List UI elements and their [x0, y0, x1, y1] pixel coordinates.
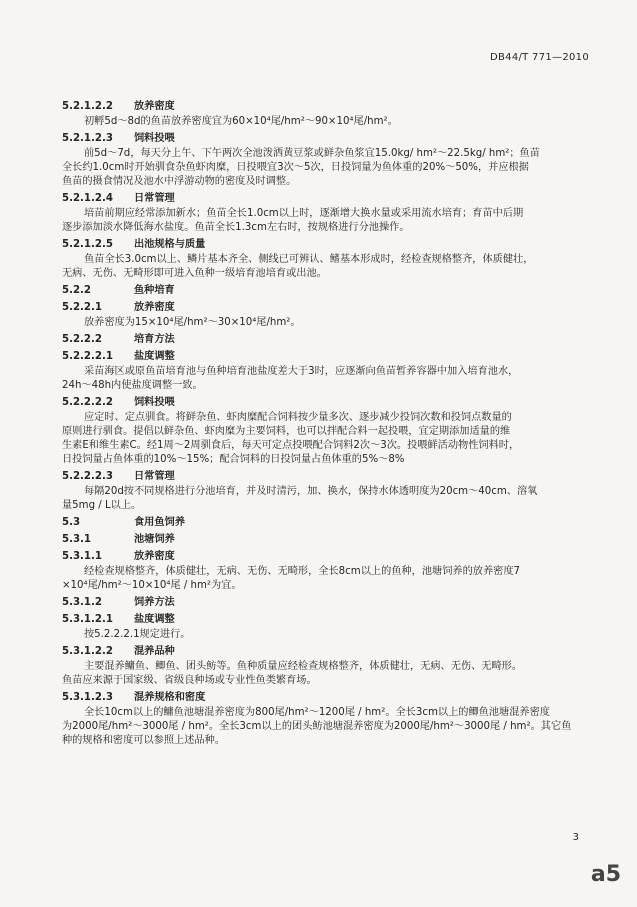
section-title: 饲养方法 [134, 597, 175, 608]
section-heading [62, 100, 584, 113]
section-title: 食用鱼饲养 [134, 517, 185, 528]
paragraph-line: 采苗海区或原鱼苗培育池与鱼种培育池盐度差大于3时，应逐渐向鱼苗暂养容器中加入培育池水， [84, 366, 519, 377]
section-heading [62, 132, 584, 145]
section-number: 5.2.1.2.5 [62, 239, 113, 250]
section-title: 放养密度 [134, 551, 175, 562]
corner-mark: a5 [590, 862, 621, 887]
section-title: 鱼种培育 [134, 285, 175, 296]
section-number: 5.3.1.2.3 [62, 692, 113, 703]
section-number: 5.2.1.2.3 [62, 133, 113, 144]
section-heading [62, 301, 584, 314]
section-number: 5.3.1.1 [62, 551, 102, 562]
paragraph-continuation: 无病、无伤、无畸形即可进入鱼种一级培育池培育或出池。 [62, 268, 327, 279]
page-number: 3 [572, 832, 579, 843]
section-number: 5.2.1.2.2 [62, 101, 113, 112]
section-number: 5.3.1.2 [62, 597, 102, 608]
section-heading [62, 533, 584, 546]
section-number: 5.3.1.2.1 [62, 614, 113, 625]
paragraph-line: 放养密度为15×10⁴尾/hm²～30×10⁴尾/hm²。 [84, 317, 301, 328]
paragraph-line: 经检查规格整齐，体质健壮，无病、无伤、无畸形，全长8cm以上的鱼种，池塘饲养的放养密度7 [84, 566, 520, 577]
section-heading [62, 470, 584, 483]
section-heading [62, 516, 584, 529]
section-heading [62, 333, 584, 346]
section-title: 出池规格与质量 [134, 239, 206, 250]
section-title: 混养规格和密度 [134, 692, 206, 703]
paragraph-line: 主要混养鳙鱼、鲫鱼、团头鲂等。鱼种质量应经检查规格整齐，体质健壮，无病、无伤、无畸形。 [84, 661, 523, 672]
section-heading [62, 284, 584, 297]
section-number: 5.2.1.2.4 [62, 193, 113, 204]
paragraph-line: 应定时、定点驯食。将鲜杂鱼、虾肉糜配合饲料按少量多次、逐步减少投饲次数和投饲点数量的 [84, 412, 512, 423]
paragraph-line: 鱼苗全长3.0cm以上、鳞片基本齐全、侧线已可辨认、鳍基本形成时，经检查规格整齐，体质健壮， [84, 254, 534, 265]
paragraph-continuation: 24h～48h内使盐度调整一致。 [62, 380, 203, 391]
section-number: 5.2.2.2.1 [62, 351, 113, 362]
paragraph-continuation: 量5mg / L以上。 [62, 500, 142, 511]
section-title: 池塘饲养 [134, 534, 175, 545]
section-heading [62, 350, 584, 363]
paragraph-continuation: 为2000尾/hm²～3000尾 / hm²。全长3cm以上的团头鲂池塘混养密度为2000尾/hm²～3000尾 / hm²。其它鱼 [62, 721, 572, 732]
standard-code: DB44/T 771—2010 [490, 52, 589, 63]
section-number: 5.3 [62, 517, 81, 528]
paragraph-line: 全长10cm以上的鳙鱼池塘混养密度为800尾/hm²～1200尾 / hm²。全长3cm以上的鲫鱼池塘混养密度 [84, 707, 550, 718]
section-heading [62, 238, 584, 251]
paragraph-continuation: 原则进行驯食。提倡以鲜杂鱼、虾肉糜为主要饲料，也可以拌配合料一起投喂，宜定期添加适量的维 [62, 426, 511, 437]
document-body [62, 96, 584, 747]
paragraph-line: 前5d～7d，每天分上午、下午两次全池泼洒黄豆浆或鲜杂鱼浆宜15.0kg/ hm²～22.5kg/ hm²；鱼苗 [84, 148, 540, 159]
section-title: 日常管理 [134, 193, 175, 204]
section-title: 放养密度 [134, 101, 175, 112]
paragraph-line: 培苗前期应经常添加新水；鱼苗全长1.0cm以上时，逐渐增大换水量或采用流水培育；育苗中后期 [84, 208, 524, 219]
section-title: 饲料投喂 [134, 397, 175, 408]
paragraph-continuation: 逐步添加淡水降低海水盐度。鱼苗全长1.3cm左右时，按规格进行分池操作。 [62, 222, 410, 233]
section-number: 5.2.2.2 [62, 334, 102, 345]
section-number: 5.2.2.1 [62, 302, 102, 313]
section-heading [62, 192, 584, 205]
section-heading [62, 691, 584, 704]
section-title: 盐度调整 [134, 614, 175, 625]
section-number: 5.2.2 [62, 285, 92, 296]
paragraph-continuation: ×10⁴尾/hm²～10×10⁴尾 / hm²为宜。 [62, 580, 242, 591]
section-title: 放养密度 [134, 302, 175, 313]
paragraph-continuation: 生素E和维生素C。经1周～2周驯食后，每天可定点投喂配合饲料2次～3次。投喂鲜活动物性饲料时， [62, 440, 520, 451]
section-number: 5.3.1.2.2 [62, 646, 113, 657]
paragraph-continuation: 日投饲量占鱼体重的10%～15%；配合饲料的日投饲量占鱼体重的5%～8% [62, 454, 405, 465]
section-heading [62, 613, 584, 626]
paragraph-continuation: 鱼苗应来源于国家级、省级良种场或专业性鱼类繁育场。 [62, 675, 317, 686]
section-title: 盐度调整 [134, 351, 175, 362]
paragraph-continuation: 种的规格和密度可以参照上述品种。 [62, 735, 225, 746]
paragraph-line: 初孵5d～8d的鱼苗放养密度宜为60×10⁴尾/hm²～90×10⁴尾/hm²。 [84, 116, 398, 127]
paragraph-continuation: 鱼苗的摄食情况及池水中浮游动物的密度及时调整。 [62, 176, 297, 187]
section-heading [62, 645, 584, 658]
section-title: 培育方法 [134, 334, 175, 345]
section-title: 混养品种 [134, 646, 175, 657]
section-number: 5.3.1 [62, 534, 92, 545]
section-title: 日常管理 [134, 471, 175, 482]
paragraph-line: 按5.2.2.2.1规定进行。 [84, 629, 191, 640]
section-number: 5.2.2.2.3 [62, 471, 113, 482]
section-title: 饲料投喂 [134, 133, 175, 144]
section-heading [62, 596, 584, 609]
paragraph-continuation: 全长约1.0cm时开始驯食杂鱼虾肉糜，日投喂宜3次～5次，日投饲量为鱼体重的20%～50%，并应根据 [62, 162, 529, 173]
section-number: 5.2.2.2.2 [62, 397, 113, 408]
paragraph-line: 每隔20d按不同规格进行分池培育，并及时清污，加、换水，保持水体透明度为20cm～40cm、溶氧 [84, 486, 538, 497]
section-heading [62, 550, 584, 563]
section-heading [62, 396, 584, 409]
